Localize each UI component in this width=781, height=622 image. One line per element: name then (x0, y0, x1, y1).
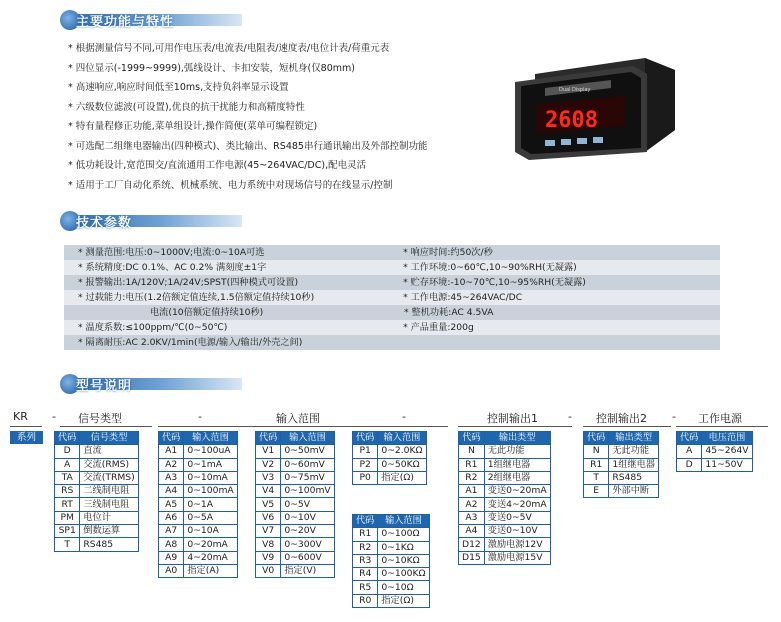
table-header-row (256, 432, 335, 445)
value-cell: 0~60mV (281, 458, 334, 471)
code-header: 代码 (677, 432, 702, 445)
value-cell: 1组继电器 (484, 458, 550, 471)
value-cell: 直流 (80, 445, 138, 458)
spec-row (64, 275, 720, 290)
code-cell: A4 (459, 525, 485, 538)
code-header: 代码 (459, 432, 485, 445)
table-row (459, 485, 551, 498)
code-cell: V1 (256, 445, 281, 458)
code-cell: A3 (459, 511, 485, 524)
potentiometer-range-table (352, 431, 427, 485)
table-row (159, 498, 238, 511)
underline (458, 426, 572, 427)
feature-item: * 根据测量信号不同,可用作电压表/电流表/电阻表/速度表/电位计表/荷重元表 (68, 43, 390, 54)
code-cell: A4 (159, 485, 184, 498)
code-cell: A1 (459, 485, 485, 498)
table-row (159, 458, 238, 471)
value-cell: 无此功能 (609, 445, 659, 458)
code-cell: A2 (159, 458, 184, 471)
code-cell: PM (55, 511, 80, 524)
signal-type-table (54, 431, 139, 552)
feature-item: * 低功耗设计,宽范围交/直流通用工作电源(45~264VAC/DC),配电灵活 (68, 160, 367, 171)
spec-row (64, 260, 720, 275)
code-cell: D15 (459, 551, 485, 564)
underline (158, 426, 448, 427)
table-row (159, 538, 238, 551)
table-row (459, 498, 551, 511)
spec-cell-right: * 贮存环境:-10~70℃,10~95%RH(无凝露) (389, 275, 720, 290)
table-row (353, 554, 430, 567)
code-cell: V7 (256, 525, 281, 538)
code-cell: R5 (353, 581, 378, 594)
device-display-value: 2608 (545, 108, 598, 133)
code-cell: RT (55, 498, 80, 511)
value-cell: 0~5V (281, 498, 334, 511)
table-row (55, 445, 139, 458)
value-cell: 11~50V (702, 458, 752, 471)
value-cell: 0~300V (281, 538, 334, 551)
value-cell: 激励电源15V (484, 551, 550, 564)
code-cell: R1 (584, 458, 609, 471)
table-row (584, 445, 659, 458)
code-cell: V0 (256, 564, 281, 577)
output1-table (458, 431, 551, 565)
value-cell: 0~600V (281, 551, 334, 564)
underline (60, 426, 152, 427)
code-cell: A6 (159, 511, 184, 524)
model-prefix: KR (13, 410, 28, 423)
code-cell: A3 (159, 471, 184, 484)
code-cell: D12 (459, 538, 485, 551)
value-cell: 0~10mA (184, 471, 237, 484)
value-header: 输出类型 (609, 432, 659, 445)
value-cell: 0~100mA (184, 485, 237, 498)
value-cell: 二线制电阻 (80, 485, 138, 498)
model-section-header (62, 373, 242, 393)
value-cell: 1组继电器 (609, 458, 659, 471)
model-title: 型号说明 (76, 379, 133, 394)
code-cell: P0 (353, 471, 378, 484)
feature-item: * 特有量程修正功能,菜单组设计,操作简便(菜单可编程锁定) (68, 121, 318, 132)
table-row (256, 525, 335, 538)
code-cell: V6 (256, 511, 281, 524)
table-row (256, 498, 335, 511)
spec-cell-right: * 整机功耗:AC 4.5VA (390, 305, 720, 320)
table-row (677, 458, 753, 471)
value-cell: 0~1A (184, 498, 237, 511)
out1-group-label: 控制输出1 (487, 412, 538, 425)
value-header: 输入范围 (184, 432, 237, 445)
spec-cell-left: 电流(10倍额定值持续10秒) (64, 305, 390, 320)
value-cell: 变送0~10V (484, 525, 550, 538)
table-row (459, 551, 551, 564)
table-row (353, 568, 430, 581)
feature-item: * 高速响应,响应时间低至10ms,支持负斜率显示设置 (68, 82, 289, 93)
table-row (353, 471, 427, 484)
spec-cell-right (389, 335, 720, 350)
panel-meter-image (515, 56, 685, 166)
table-row (55, 498, 139, 511)
value-header: 信号类型 (80, 432, 138, 445)
spec-cell-left: * 过载能力:电压(1.2倍额定值连续,1.5倍额定值持续10秒) (64, 290, 389, 305)
spec-row (64, 245, 720, 260)
code-cell: R1 (459, 458, 485, 471)
spec-cell-right: * 工作环境:0~60℃,10~90%RH(无凝露) (389, 260, 720, 275)
table-row (256, 458, 335, 471)
code-cell: SP1 (55, 525, 80, 538)
table-row (459, 525, 551, 538)
table-row (584, 458, 659, 471)
value-cell: 0~1KΩ (378, 541, 429, 554)
spec-row (64, 290, 720, 305)
code-cell: A5 (159, 498, 184, 511)
spec-cell-right: * 工作电源:45~264VAC/DC (389, 290, 720, 305)
table-row (353, 541, 430, 554)
value-cell: 0~2.0KΩ (378, 445, 426, 458)
spec-title: 技术参数 (76, 216, 133, 231)
table-row (459, 458, 551, 471)
separator-dash: - (198, 410, 202, 423)
input-group-label: 输入范围 (276, 412, 320, 425)
features-section-header (62, 9, 242, 29)
value-cell: 0~100KΩ (378, 568, 429, 581)
spec-cell-left: * 隔离耐压:AC 2.0KV/1min(电源/输入/输出/外壳之间) (64, 335, 389, 350)
value-cell: 0~10A (184, 525, 237, 538)
table-row (353, 528, 430, 541)
value-cell: 电位计 (80, 511, 138, 524)
code-cell: P2 (353, 458, 378, 471)
code-cell: A0 (159, 564, 184, 577)
value-cell: 交流(TRMS) (80, 471, 138, 484)
table-row (256, 445, 335, 458)
table-header-row (459, 432, 551, 445)
value-cell: 三线制电阻 (80, 498, 138, 511)
table-header-row (159, 432, 238, 445)
spec-cell-left: * 测量范围:电压:0~1000V;电流:0~10A可选 (64, 245, 389, 260)
value-cell: 0~50mV (281, 445, 334, 458)
value-header: 输入范围 (378, 515, 429, 528)
separator-dash: - (402, 410, 406, 423)
spec-cell-left: * 系统精度:DC 0.1%、AC 0.2% 满刻度±1字 (64, 260, 389, 275)
table-header-row (55, 432, 139, 445)
value-cell: 指定(V) (281, 564, 334, 577)
table-row (584, 485, 659, 498)
resistance-range-table (352, 514, 430, 608)
table-row (353, 581, 430, 594)
underline (676, 426, 768, 427)
code-cell: R0 (353, 594, 378, 607)
value-cell: 0~100Ω (378, 528, 429, 541)
output2-table (583, 431, 659, 498)
spec-row (64, 335, 720, 350)
code-header: 代码 (55, 432, 80, 445)
value-cell: 0~1mA (184, 458, 237, 471)
code-header: 代码 (159, 432, 184, 445)
code-cell: V3 (256, 471, 281, 484)
value-cell: 0~100uA (184, 445, 237, 458)
value-cell: 指定(Ω) (378, 471, 426, 484)
code-cell: A (677, 445, 702, 458)
table-row (55, 485, 139, 498)
value-cell: 交流(RMS) (80, 458, 138, 471)
table-header-row (353, 515, 430, 528)
code-cell: V9 (256, 551, 281, 564)
value-cell: 0~10V (281, 511, 334, 524)
value-header: 输入范围 (378, 432, 426, 445)
code-cell: TA (55, 471, 80, 484)
value-cell: 0~100mV (281, 485, 334, 498)
code-cell: T (55, 538, 80, 551)
value-cell: 0~20mA (184, 538, 237, 551)
spec-table (64, 245, 720, 350)
spec-cell-right: * 响应时间:约50次/秒 (389, 245, 720, 260)
value-cell: 变送4~20mA (484, 498, 550, 511)
table-row (256, 471, 335, 484)
value-cell: RS485 (609, 471, 659, 484)
table-row (256, 538, 335, 551)
code-cell: A7 (159, 525, 184, 538)
code-cell: T (584, 471, 609, 484)
table-header-row (353, 432, 427, 445)
value-cell: 45~264V (702, 445, 752, 458)
code-cell: P1 (353, 445, 378, 458)
code-cell: R4 (353, 568, 378, 581)
features-title: 主要功能与特性 (76, 15, 175, 30)
device-brand: Dual Display (559, 87, 591, 93)
table-row (459, 538, 551, 551)
device-button (577, 138, 587, 144)
table-row (353, 445, 427, 458)
value-cell: 2组继电器 (484, 471, 550, 484)
code-header: 代码 (584, 432, 609, 445)
table-row (353, 594, 430, 607)
feature-item: * 适用于工厂自动化系统、机械系统、电力系统中对现场信号的在线显示/控制 (68, 179, 393, 191)
code-cell: N (584, 445, 609, 458)
value-cell: 倒数运算 (80, 525, 138, 538)
separator-dash: - (568, 410, 572, 423)
spec-section-header (62, 210, 242, 230)
device-button (593, 137, 603, 143)
spec-cell-right: * 产品重量:200g (389, 320, 720, 335)
table-row (55, 471, 139, 484)
table-row (55, 525, 139, 538)
value-header: 输出类型 (484, 432, 550, 445)
code-cell: A (55, 458, 80, 471)
value-cell: RS485 (80, 538, 138, 551)
code-cell: A8 (159, 538, 184, 551)
separator-dash: - (52, 410, 56, 423)
device-button (545, 140, 555, 146)
voltage-range-table (255, 431, 335, 578)
table-row (459, 471, 551, 484)
value-cell: 0~10KΩ (378, 554, 429, 567)
table-row (256, 551, 335, 564)
code-cell: V2 (256, 458, 281, 471)
out2-group-label: 控制输出2 (596, 412, 647, 425)
value-cell: 外部中断 (609, 485, 659, 498)
spec-row (64, 305, 720, 320)
feature-list (68, 39, 498, 195)
underline (10, 426, 42, 427)
code-cell: V4 (256, 485, 281, 498)
value-cell: 变送0~20mA (484, 485, 550, 498)
table-row (677, 445, 753, 458)
table-row (159, 445, 238, 458)
table-row (256, 511, 335, 524)
device-button (561, 139, 571, 145)
current-range-table (158, 431, 238, 578)
table-row (256, 485, 335, 498)
code-cell: RS (55, 485, 80, 498)
code-header: 代码 (353, 432, 378, 445)
code-cell: A2 (459, 498, 485, 511)
table-row (159, 564, 238, 577)
feature-item: * 可选配二组继电器输出(四种模式)、类比输出、RS485串行通讯输出及外部控制功能 (68, 140, 428, 152)
table-header-row (584, 432, 659, 445)
value-cell: 无此功能 (484, 445, 550, 458)
value-header: 输入范围 (281, 432, 334, 445)
value-cell: 指定(A) (184, 564, 237, 577)
spec-row (64, 320, 720, 335)
table-row (459, 511, 551, 524)
table-row (55, 538, 139, 551)
value-cell: 激励电源12V (484, 538, 550, 551)
value-cell: 0~50KΩ (378, 458, 426, 471)
spec-cell-left: * 报警输出:1A/120V;1A/24V;SPST(四种模式可设置) (64, 275, 389, 290)
code-cell: R2 (459, 471, 485, 484)
code-cell: A1 (159, 445, 184, 458)
code-cell: R2 (353, 541, 378, 554)
code-header: 代码 (256, 432, 281, 445)
feature-item: * 四位显示(-1999~9999),弧线设计、卡扣安装，短机身(仅80mm) (68, 62, 355, 74)
table-row (353, 458, 427, 471)
separator-dash: - (672, 410, 676, 423)
underline (583, 426, 671, 427)
code-cell: V8 (256, 538, 281, 551)
value-cell: 0~20V (281, 525, 334, 538)
table-row (55, 458, 139, 471)
code-cell: R1 (353, 528, 378, 541)
code-cell: D (55, 445, 80, 458)
table-row (159, 471, 238, 484)
table-row (159, 525, 238, 538)
code-cell: N (459, 445, 485, 458)
value-cell: 指定(Ω) (378, 594, 429, 607)
table-row (159, 511, 238, 524)
code-cell: V5 (256, 498, 281, 511)
table-row (584, 471, 659, 484)
power-supply-table (676, 431, 753, 472)
table-header-row (677, 432, 753, 445)
value-cell: 4~20mA (184, 551, 237, 564)
table-row (256, 564, 335, 577)
value-cell: 0~75mV (281, 471, 334, 484)
feature-item: * 六级数位滤波(可设置),优良的抗干扰能力和高精度特性 (68, 101, 305, 113)
value-header: 电压范围 (702, 432, 752, 445)
table-row (159, 551, 238, 564)
spec-cell-left: * 温度系数:≤100ppm/℃(0~50℃) (64, 320, 389, 335)
code-cell: A9 (159, 551, 184, 564)
value-cell: 变送0~5V (484, 511, 550, 524)
code-header: 代码 (353, 515, 378, 528)
series-label: 系列 (10, 431, 43, 444)
power-group-label: 工作电源 (698, 412, 742, 425)
code-cell: E (584, 485, 609, 498)
code-cell: D (677, 458, 702, 471)
value-cell: 0~5A (184, 511, 237, 524)
table-row (55, 511, 139, 524)
table-row (459, 445, 551, 458)
code-cell: R3 (353, 554, 378, 567)
signal-group-label: 信号类型 (78, 412, 122, 425)
table-row (159, 485, 238, 498)
value-cell: 0~10Ω (378, 581, 429, 594)
